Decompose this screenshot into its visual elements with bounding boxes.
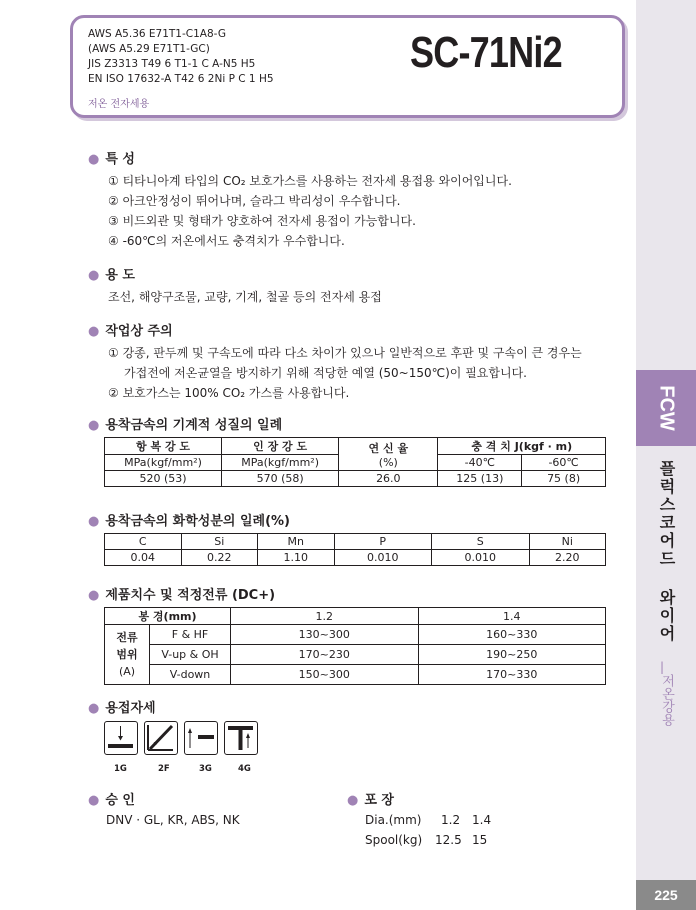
chemical-table bbox=[104, 533, 606, 566]
usage-text: 조선, 해양구조물, 교량, 기계, 철골 등의 전자세 용접 bbox=[108, 290, 382, 304]
feature-item: ① 티타니아계 타입의 CO₂ 보호가스를 사용하는 전자세 용접용 와이어입니다. bbox=[108, 174, 512, 188]
current-value: 130~300 bbox=[231, 625, 419, 645]
bullet-icon: ● bbox=[88, 152, 100, 167]
diameter-header: 봉 경(mm) bbox=[105, 608, 231, 625]
current-value: 170~330 bbox=[418, 665, 606, 685]
spec-line: (AWS A5.29 E71T1-GC) bbox=[88, 43, 210, 55]
position-code: 3G bbox=[199, 764, 212, 774]
fillet-position-icon bbox=[144, 721, 178, 755]
packing-dia-value: 1.4 bbox=[472, 813, 492, 827]
position-label: V-down bbox=[150, 665, 231, 685]
feature-item: ④ -60℃의 저온에서도 충격치가 우수합니다. bbox=[108, 234, 345, 248]
chem-header: Ni bbox=[529, 534, 606, 550]
feature-item: ② 아크안정성이 뛰어나며, 슬라그 박리성이 우수합니다. bbox=[108, 194, 401, 208]
current-value: 160~330 bbox=[418, 625, 606, 645]
position-label: F & HF bbox=[150, 625, 231, 645]
usage-heading: ● 용 도 bbox=[88, 268, 135, 283]
yield-unit: MPa(kgf/mm²) bbox=[105, 455, 222, 471]
position-label: V-up & OH bbox=[150, 645, 231, 665]
position-code: 4G bbox=[238, 764, 251, 774]
packing-spool-value: 12.5 bbox=[435, 833, 462, 847]
packing-dia-value: 1.2 bbox=[441, 813, 461, 827]
impact-header: 충 격 치 J(kgf · m) bbox=[438, 438, 606, 455]
chem-header: Mn bbox=[258, 534, 335, 550]
range-label: 전류 범위 (A) bbox=[105, 625, 150, 685]
bullet-icon: ● bbox=[88, 793, 100, 808]
current-heading: ● 제품치수 및 적정전류 (DC+) bbox=[88, 588, 276, 603]
product-name: SC-71Ni2 bbox=[410, 28, 562, 77]
bullet-icon: ● bbox=[88, 268, 100, 283]
chem-header: Si bbox=[181, 534, 258, 550]
sidebar-separator: | bbox=[660, 660, 665, 674]
chemical-heading: ● 용착금속의 화학성분의 일례(%) bbox=[88, 514, 290, 529]
chem-header: C bbox=[105, 534, 182, 550]
page-number: 225 bbox=[636, 880, 696, 910]
cautions-heading: ● 작업상 주의 bbox=[88, 324, 173, 339]
current-value: 170~230 bbox=[231, 645, 419, 665]
chem-header: P bbox=[334, 534, 432, 550]
mechanical-heading: ● 용착금속의 기계적 성질의 일례 bbox=[88, 418, 283, 433]
caution-item: 가접전에 저온균열을 방지하기 위해 적당한 예열 (50~150℃)이 필요합니다. bbox=[124, 366, 527, 380]
chem-value: 0.04 bbox=[105, 550, 182, 566]
packing-heading: ● 포 장 bbox=[347, 793, 394, 808]
spec-line: JIS Z3313 T49 6 T1-1 C A-N5 H5 bbox=[88, 58, 256, 70]
elongation-value: 26.0 bbox=[339, 471, 438, 487]
positions-heading: ● 용접자세 bbox=[88, 701, 156, 716]
packing-spool-value: 15 bbox=[472, 833, 488, 847]
header-subtitle: 저온 전자세용 bbox=[88, 99, 150, 110]
bullet-icon: ● bbox=[88, 418, 100, 433]
diameter-value: 1.4 bbox=[418, 608, 606, 625]
packing-spool-label: Spool(kg) bbox=[365, 833, 423, 847]
chem-value: 2.20 bbox=[529, 550, 606, 566]
fcw-tab: FCW bbox=[636, 370, 696, 446]
current-value: 190~250 bbox=[418, 645, 606, 665]
overhead-position-icon bbox=[224, 721, 258, 755]
yield-header: 항 복 강 도 bbox=[105, 438, 222, 455]
flat-position-icon bbox=[104, 721, 138, 755]
tensile-header: 인 장 강 도 bbox=[222, 438, 339, 455]
horizontal-position-icon bbox=[184, 721, 218, 755]
chem-header: S bbox=[432, 534, 530, 550]
features-heading: ● 특 성 bbox=[88, 152, 135, 167]
caution-item: ① 강종, 판두께 및 구속도에 따라 다소 차이가 있으나 일반적으로 후판 및 구속이 큰 경우는 bbox=[108, 346, 582, 360]
chem-value: 1.10 bbox=[258, 550, 335, 566]
spec-line: EN ISO 17632-A T42 6 2Ni P C 1 H5 bbox=[88, 73, 274, 85]
approval-text: DNV · GL, KR, ABS, NK bbox=[106, 813, 240, 827]
chem-value: 0.010 bbox=[334, 550, 432, 566]
bullet-icon: ● bbox=[88, 514, 100, 529]
chem-value: 0.010 bbox=[432, 550, 530, 566]
packing-dia-label: Dia.(mm) bbox=[365, 813, 422, 827]
bullet-icon: ● bbox=[88, 588, 100, 603]
bullet-icon: ● bbox=[88, 701, 100, 716]
sidebar-subtitle: 저온강용 bbox=[659, 674, 674, 726]
impact-value: 125 (13) bbox=[438, 471, 522, 487]
position-code: 2F bbox=[158, 764, 170, 774]
position-code: 1G bbox=[114, 764, 127, 774]
spec-line: AWS A5.36 E71T1-C1A8-G bbox=[88, 28, 226, 40]
tensile-unit: MPa(kgf/mm²) bbox=[222, 455, 339, 471]
bullet-icon: ● bbox=[347, 793, 359, 808]
impact-value: 75 (8) bbox=[522, 471, 606, 487]
current-table bbox=[104, 607, 606, 685]
current-value: 150~300 bbox=[231, 665, 419, 685]
chem-value: 0.22 bbox=[181, 550, 258, 566]
elongation-header: 연 신 율 (%) bbox=[339, 438, 438, 471]
sidebar-title: 플럭스코어드 와이어 bbox=[657, 460, 676, 643]
impact-temp: -40℃ bbox=[438, 455, 522, 471]
yield-value: 520 (53) bbox=[105, 471, 222, 487]
feature-item: ③ 비드외관 및 형태가 양호하여 전자세 용접이 가능합니다. bbox=[108, 214, 416, 228]
approval-heading: ● 승 인 bbox=[88, 793, 135, 808]
tensile-value: 570 (58) bbox=[222, 471, 339, 487]
bullet-icon: ● bbox=[88, 324, 100, 339]
caution-item: ② 보호가스는 100% CO₂ 가스를 사용합니다. bbox=[108, 386, 350, 400]
mechanical-table bbox=[104, 437, 606, 487]
impact-temp: -60℃ bbox=[522, 455, 606, 471]
sidebar bbox=[636, 0, 696, 910]
diameter-value: 1.2 bbox=[231, 608, 419, 625]
